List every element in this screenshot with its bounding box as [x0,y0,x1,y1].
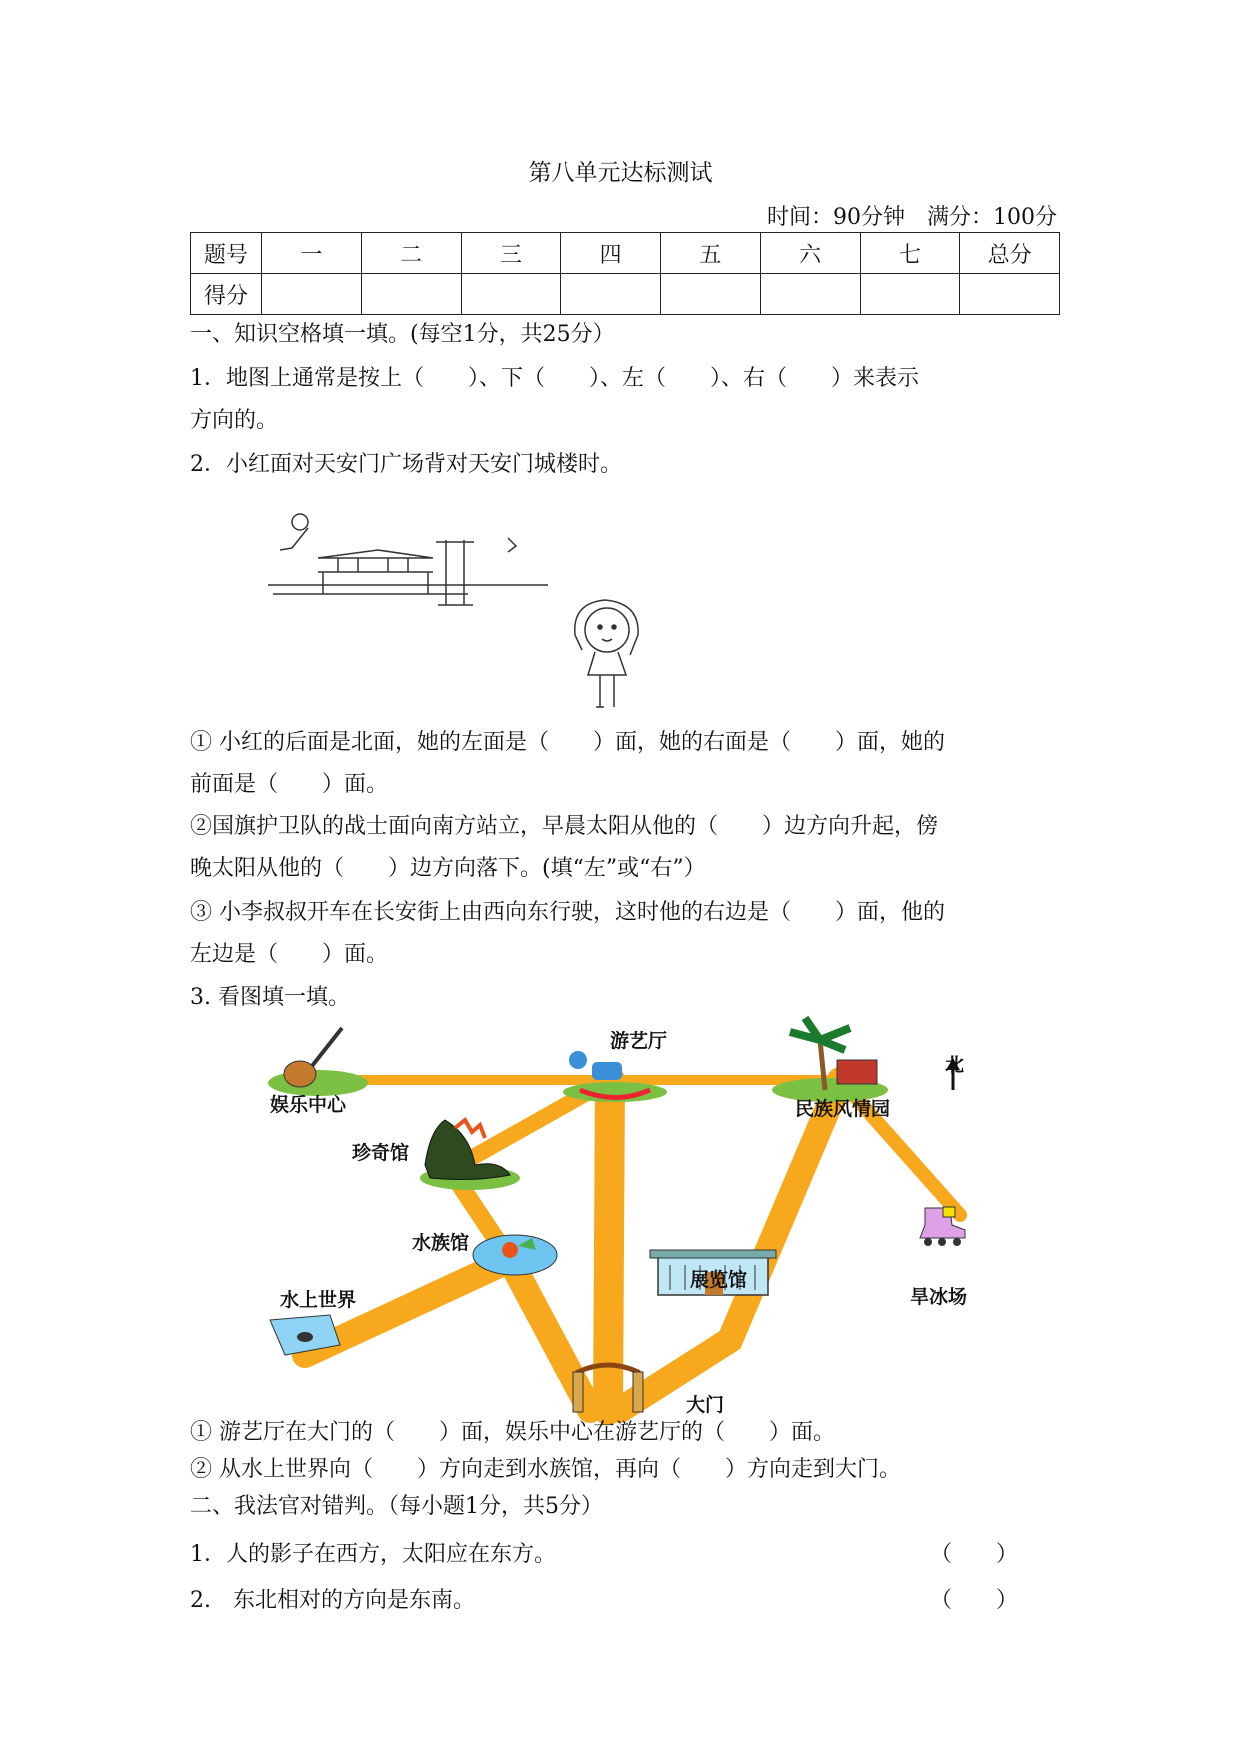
score-header-cell: 五 [661,233,761,274]
question-3a: ① 游艺厅在大门的（ ）面，娱乐中心在游艺厅的（ ）面。 [190,1420,835,1445]
score-header-cell: 四 [561,233,661,274]
score-header-cell: 总分 [960,233,1060,274]
map-label-entertainment-center: 娱乐中心 [270,1094,347,1116]
judge-answer-2[interactable]: （ ） [930,1588,1019,1613]
judge-question-2: 2. 东北相对的方向是东南。 [190,1588,475,1613]
section2-heading: 二、我法官对错判。（每小题1分，共5分） [190,1494,603,1519]
score-header-cell: 三 [461,233,561,274]
score-header-cell: 七 [860,233,960,274]
score-header-cell: 二 [361,233,461,274]
score-table-score-row [191,274,1060,315]
judge-question-1: 1．人的影子在西方，太阳应在东方。 [190,1542,556,1567]
map-label-exhibition-hall: 展览馆 [690,1269,748,1291]
girl-illustration [560,595,670,710]
score-cell[interactable] [262,274,362,315]
question-2c-line1: ③ 小李叔叔开车在长安街上由西向东行驶，这时他的右边是（ ）面，他的 [190,900,945,925]
section1-heading: 一、知识空格填一填。(每空1分，共25分） [190,322,615,347]
question-2a-line2: 前面是（ ）面。 [190,772,389,797]
question-2: 2．小红面对天安门广场背对天安门城楼时。 [190,452,622,477]
score-cell[interactable] [361,274,461,315]
map-label-skating-rink: 旱冰场 [910,1286,968,1308]
question-3: 3. 看图填一填。 [190,985,350,1010]
score-table-header-row [191,233,1060,274]
question-2a-line1: ① 小红的后面是北面，她的左面是（ ）面，她的右面是（ ）面，她的 [190,730,945,755]
map-label-main-gate: 大门 [686,1394,725,1416]
score-cell[interactable] [960,274,1060,315]
score-table [190,232,1060,315]
map-label-north: 北 [945,1054,965,1076]
score-cell[interactable] [661,274,761,315]
score-cell[interactable] [760,274,860,315]
judge-answer-1[interactable]: （ ） [930,1542,1019,1567]
question-1-line1: 1．地图上通常是按上（ ）、下（ ）、左（ ）、右（ ）来表示 [190,366,919,391]
map-label-aquarium: 水族馆 [412,1232,470,1254]
map-label-folk-village: 民族风情园 [795,1098,891,1120]
tiananmen-illustration [268,510,558,620]
score-header-cell: 题号 [191,233,262,274]
score-header-cell: 六 [760,233,860,274]
time-score-info: 时间：90分钟 满分：100分 [767,205,1057,230]
score-header-cell: 一 [262,233,362,274]
map-label-curiosity-museum: 珍奇馆 [352,1142,410,1164]
park-map [260,1010,1020,1425]
map-label-water-world: 水上世界 [280,1289,357,1311]
score-cell[interactable] [860,274,960,315]
question-2b-line2: 晚太阳从他的（ ）边方向落下。(填“左”或“右”） [190,856,706,881]
score-cell[interactable] [561,274,661,315]
question-2b-line1: ②国旗护卫队的战士面向南方站立，早晨太阳从他的（ ）边方向升起，傍 [190,814,939,839]
map-label-arcade: 游艺厅 [610,1030,668,1052]
score-row-label: 得分 [191,274,262,315]
question-2c-line2: 左边是（ ）面。 [190,942,389,967]
score-cell[interactable] [461,274,561,315]
question-3b: ② 从水上世界向（ ）方向走到水族馆，再向（ ）方向走到大门。 [190,1457,901,1482]
page-title: 第八单元达标测试 [528,160,713,186]
question-1-line2: 方向的。 [190,408,279,433]
